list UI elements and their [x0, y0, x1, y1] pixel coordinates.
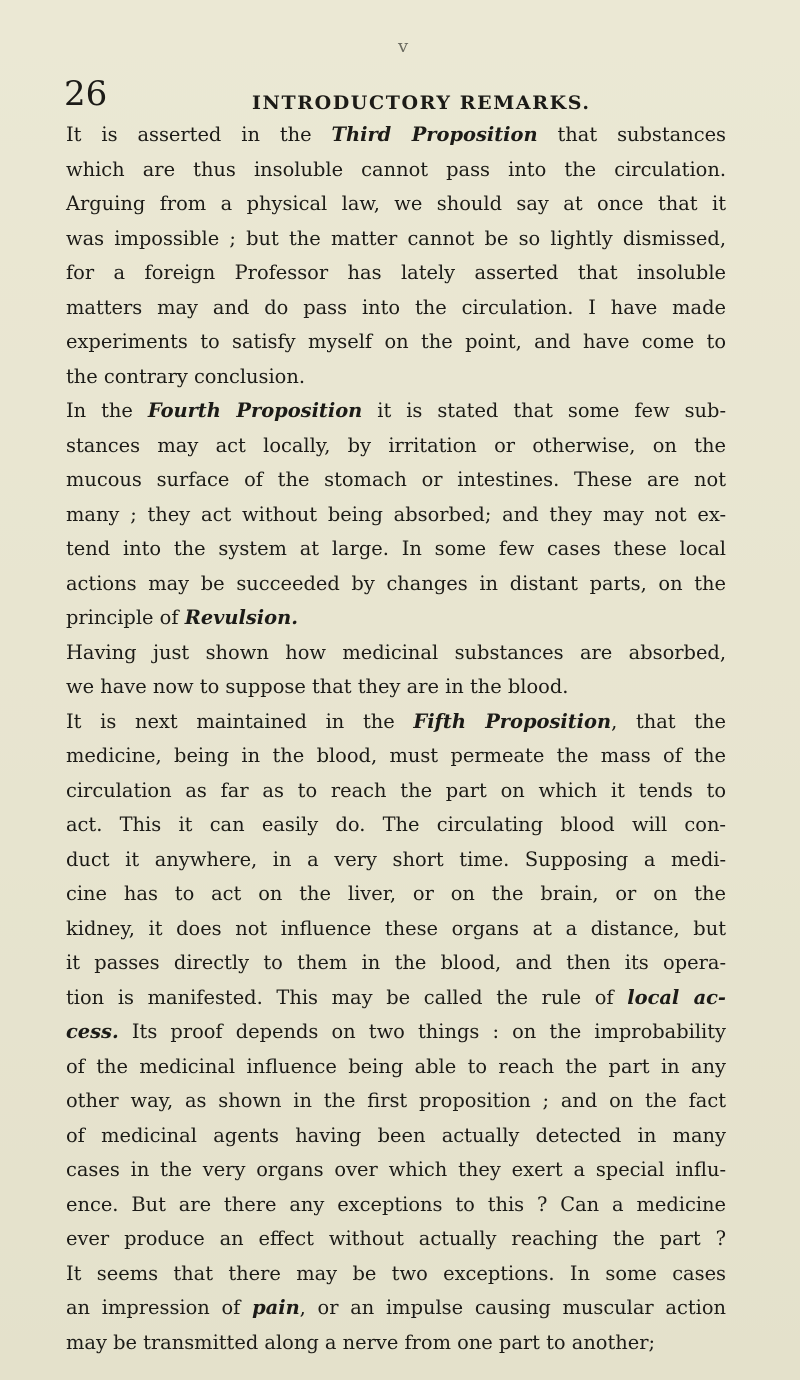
- text-line: [66, 601, 726, 636]
- text-line: [66, 670, 726, 705]
- italic-term: pain: [252, 1296, 300, 1319]
- text-line: [66, 187, 726, 222]
- text-run: ever produce an effect without actually reaching the part ?: [66, 1227, 726, 1250]
- body-text: [66, 118, 726, 1360]
- text-run: stances may act locally, by irritation or otherwise, on the: [66, 433, 726, 457]
- text-run: Having just shown how medicinal substances are absorbed,: [66, 640, 726, 664]
- text-run: for a foreign Professor has lately asserted that insoluble: [66, 261, 726, 284]
- text-line: [66, 1153, 726, 1188]
- text-line: [66, 1222, 726, 1257]
- paragraph: [66, 118, 726, 394]
- text-line: [66, 567, 726, 602]
- text-line: [66, 532, 726, 567]
- text-line: [66, 1050, 726, 1085]
- text-run: matters may and do pass into the circulation. I have made: [66, 295, 726, 319]
- text-run: In the: [66, 399, 148, 422]
- text-line: [66, 463, 726, 498]
- text-line: [66, 1015, 726, 1050]
- italic-term: Fourth Proposition: [147, 399, 363, 422]
- text-run: cases in the very organs over which they exert a special influ-: [66, 1158, 726, 1181]
- text-run: we have now to suppose that they are in the blood.: [66, 675, 569, 698]
- text-run: Its proof depends on two things : on the improbability: [118, 1020, 726, 1043]
- running-head: INTRODUCTORY REMARKS.: [252, 92, 591, 114]
- italic-term: Third Proposition: [331, 123, 538, 146]
- text-run: that substances: [537, 123, 726, 146]
- paragraph: [66, 636, 726, 705]
- text-run: It is asserted in the: [66, 123, 332, 146]
- text-line: [66, 360, 726, 395]
- text-line: [66, 1084, 726, 1119]
- text-run: medicine, being in the blood, must permeate the mass of the: [66, 744, 726, 767]
- text-run: other way, as shown in the first proposition ; and on the fact: [66, 1089, 726, 1112]
- italic-term: cess.: [66, 1020, 119, 1043]
- text-line: [66, 498, 726, 533]
- text-run: of medicinal agents having been actually detected in many: [66, 1123, 726, 1147]
- text-line: [66, 291, 726, 326]
- text-line: [66, 774, 726, 809]
- text-run: tion is manifested. This may be called the rule of: [66, 985, 628, 1009]
- text-run: It seems that there may be two exceptions. In some cases: [66, 1261, 726, 1285]
- text-line: [66, 739, 726, 774]
- text-run: the contrary conclusion.: [66, 364, 306, 388]
- text-run: act. This it can easily do. The circulating blood will con-: [66, 813, 726, 836]
- italic-term: Fifth Proposition: [413, 709, 612, 733]
- text-line: [66, 256, 726, 291]
- text-run: duct it anywhere, in a very short time. Supposing a medi-: [66, 847, 726, 871]
- text-run: may be transmitted along a nerve from one part to another;: [66, 1330, 656, 1354]
- text-run: , or an impulse causing muscular action: [299, 1296, 726, 1319]
- text-run: which are thus insoluble cannot pass into the circulation.: [66, 157, 726, 181]
- italic-term: local ac-: [627, 985, 726, 1009]
- text-run: It is next maintained in the: [66, 709, 414, 733]
- text-line: [66, 1119, 726, 1154]
- corner-mark: v: [398, 36, 409, 57]
- text-run: it passes directly to them in the blood, and then its opera-: [66, 951, 726, 974]
- text-run: it is stated that some few sub-: [362, 399, 727, 422]
- text-line: [66, 1188, 726, 1223]
- text-run: principle of: [66, 606, 185, 629]
- italic-term: Revulsion.: [184, 606, 298, 629]
- text-line: [66, 808, 726, 843]
- text-run: actions may be succeeded by changes in distant parts, on the: [66, 571, 726, 595]
- text-line: [66, 877, 726, 912]
- text-line: [66, 1257, 726, 1292]
- text-run: , that the: [611, 709, 727, 733]
- text-run: experiments to satisfy myself on the point, and have come to: [66, 330, 726, 353]
- text-line: [66, 912, 726, 947]
- text-run: ence. But are there any exceptions to this ? Can a medicine: [66, 1192, 726, 1216]
- text-line: [66, 636, 726, 671]
- text-line: [66, 1326, 726, 1361]
- text-line: [66, 843, 726, 878]
- paragraph: [66, 394, 726, 636]
- text-line: [66, 222, 726, 257]
- text-line: [66, 705, 726, 740]
- text-run: an impression of: [66, 1296, 253, 1319]
- text-run: kidney, it does not influence these organs at a distance, but: [66, 916, 726, 940]
- text-run: many ; they act without being absorbed; and they may not ex-: [66, 502, 726, 526]
- text-line: [66, 325, 726, 360]
- text-run: mucous surface of the stomach or intestines. These are not: [66, 468, 726, 491]
- text-run: cine has to act on the liver, or on the brain, or on the: [66, 882, 726, 905]
- text-run: was impossible ; but the matter cannot be so lightly dismissed,: [66, 226, 726, 250]
- text-run: circulation as far as to reach the part on which it tends to: [66, 778, 726, 802]
- text-line: [66, 394, 726, 429]
- text-run: tend into the system at large. In some few cases these local: [66, 537, 726, 560]
- text-line: [66, 1291, 726, 1326]
- text-line: [66, 153, 726, 188]
- text-line: [66, 946, 726, 981]
- paragraph: [66, 705, 726, 1361]
- text-line: [66, 429, 726, 464]
- text-run: of the medicinal influence being able to reach the part in any: [66, 1054, 726, 1078]
- text-line: [66, 981, 726, 1016]
- text-run: Arguing from a physical law, we should say at once that it: [66, 192, 726, 215]
- page-number: 26: [64, 74, 108, 114]
- text-line: [66, 118, 726, 153]
